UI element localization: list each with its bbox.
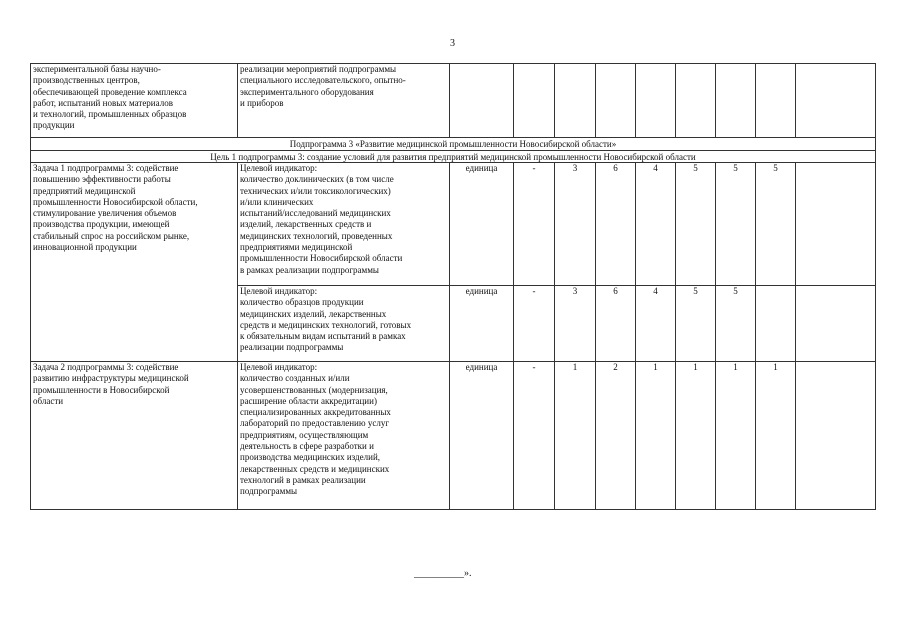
task-cell: экспериментальной базы научно- производственных центров, обеспечивающей проведение комплекса работ, испытаний новых материалов и технологий, промышленных образцов продукции [31, 64, 238, 138]
value-cell [636, 64, 676, 138]
base-value-cell: - [514, 362, 555, 510]
value-cell: 1 [756, 362, 796, 510]
note-cell [796, 64, 876, 138]
value-cell: 1 [676, 362, 716, 510]
value-cell: 1 [716, 362, 756, 510]
value-cell [676, 64, 716, 138]
value-cell: 4 [636, 163, 676, 286]
task-cell: Задача 1 подпрограммы 3: содействие повышению эффективности работы предприятий медицинской промышленности Новосибирской области, стимулирование увеличения объемов производства продукции, имеющей стабильный спрос на российском рынке, инновационной продукции [31, 163, 238, 362]
value-cell: 5 [756, 163, 796, 286]
unit-cell [450, 64, 514, 138]
value-cell: 1 [636, 362, 676, 510]
note-cell [796, 163, 876, 286]
table-row [31, 362, 876, 510]
goal-row [31, 151, 876, 163]
indicators-table [30, 63, 876, 510]
value-cell [716, 64, 756, 138]
table-row [31, 163, 876, 286]
unit-cell: единица [450, 362, 514, 510]
value-cell: 5 [676, 286, 716, 362]
value-cell: 3 [555, 286, 596, 362]
base-value-cell: - [514, 286, 555, 362]
value-cell [756, 286, 796, 362]
value-cell [756, 64, 796, 138]
indicator-cell: Целевой индикатор: количество образцов продукции медицинских изделий, лекарственных средств и медицинских технологий, готовых к обязательным видам испытаний в рамках реализации подпрограммы [238, 286, 450, 362]
value-cell: 5 [716, 286, 756, 362]
indicator-cell: Целевой индикатор: количество доклинических (в том числе технических и/или токсикологических) и/или клинических испытаний/исследований медицинских изделий, лекарственных средств и медицинских технологий, проведенных предприятиями медицинской промышленности Новосибирской области в рамках реализации подпрограммы [238, 163, 450, 286]
goal-title: Цель 1 подпрограммы 3: создание условий для развития предприятий медицинской промышленности Новосибирской области [31, 151, 876, 163]
page-number: 3 [450, 38, 455, 49]
subprogram-row [31, 138, 876, 151]
indicator-cell: реализации мероприятий подпрограммы специального исследовательского, опытно- экспериментального оборудования и приборов [238, 64, 450, 138]
value-cell: 6 [596, 163, 636, 286]
table-row [31, 64, 876, 138]
unit-cell: единица [450, 163, 514, 286]
note-cell [796, 362, 876, 510]
closing-mark: __________». [414, 568, 472, 579]
base-value-cell: - [514, 163, 555, 286]
value-cell: 3 [555, 163, 596, 286]
value-cell [555, 64, 596, 138]
value-cell [596, 64, 636, 138]
value-cell: 6 [596, 286, 636, 362]
unit-cell: единица [450, 286, 514, 362]
value-cell: 4 [636, 286, 676, 362]
value-cell: 5 [716, 163, 756, 286]
value-cell: 1 [555, 362, 596, 510]
base-value-cell [514, 64, 555, 138]
value-cell: 2 [596, 362, 636, 510]
subprogram-title: Подпрограмма 3 «Развитие медицинской промышленности Новосибирской области» [31, 138, 876, 151]
task-cell: Задача 2 подпрограммы 3: содействие развитию инфраструктуры медицинской промышленности в Новосибирской области [31, 362, 238, 510]
indicator-cell: Целевой индикатор: количество созданных и/или усовершенствованных (модернизация, расширение области аккредитации) специализированных аккредитованных лабораторий по предоставлению услуг предприятиям, осуществляющим деятельность в сфере разработки и производства медицинских изделий, лекарственных средств и медицинских технологий в рамках реализации подпрограммы [238, 362, 450, 510]
note-cell [796, 286, 876, 362]
value-cell: 5 [676, 163, 716, 286]
